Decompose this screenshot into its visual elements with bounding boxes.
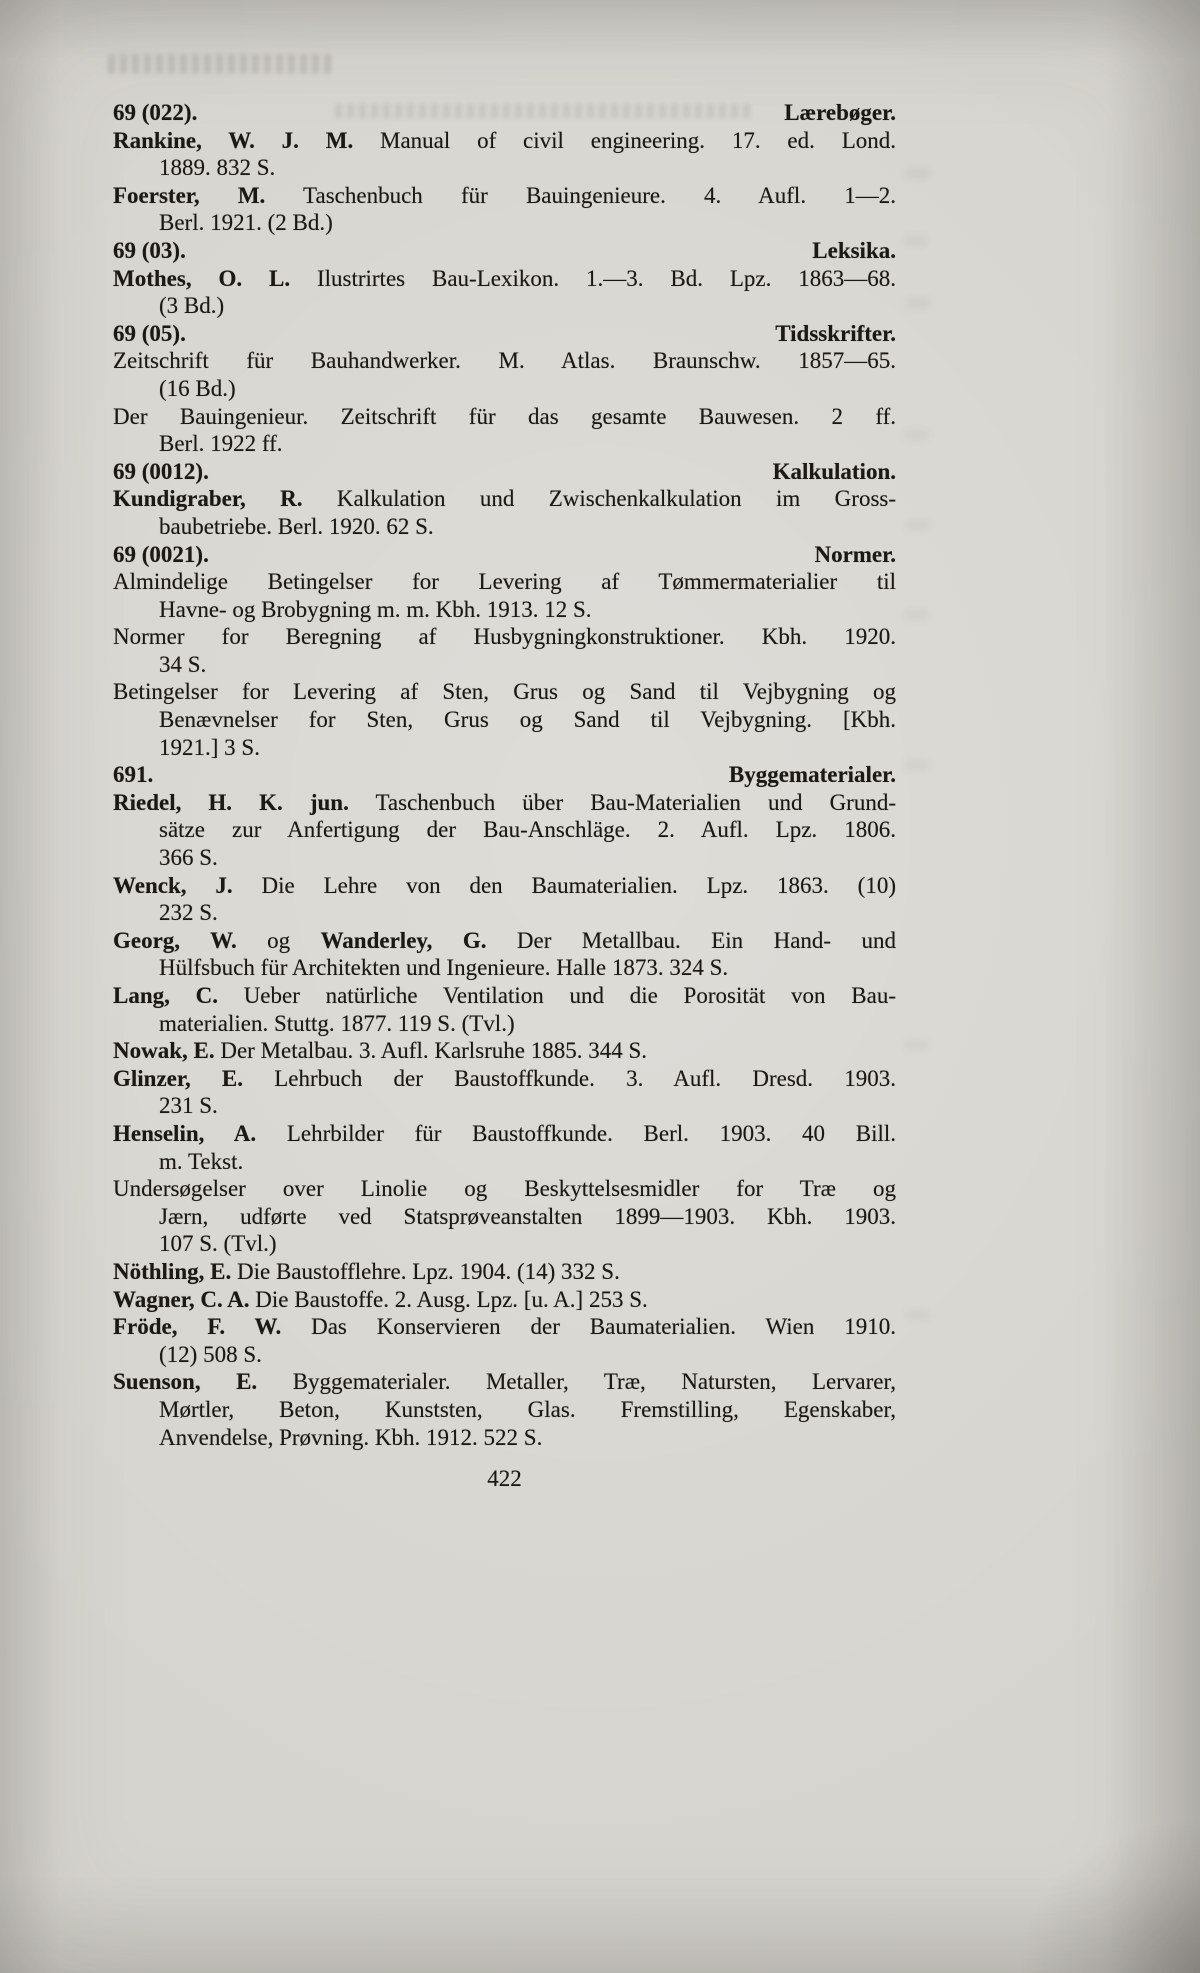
scan-artifact-margin-1 xyxy=(905,168,931,178)
entry-text: Taschenbuch für Bauingenieure. 4. Aufl. 1—2. xyxy=(265,182,897,208)
entry-line xyxy=(113,734,896,762)
scan-artifact-margin-5 xyxy=(906,520,930,530)
section-title: Leksika. xyxy=(812,237,896,263)
section-number: 691. xyxy=(113,762,154,788)
entry-text: Ueber natürliche Ventilation und die Porosität von Bau- xyxy=(217,983,896,1008)
entry-text: Der Metalbau. 3. Aufl. Karlsruhe 1885. 344 S. xyxy=(214,1038,648,1064)
entry-text: Die Lehre von den Baumaterialien. Lpz. 1863. (10) xyxy=(232,872,896,898)
section-title: Kalkulation. xyxy=(772,458,896,484)
author-name: Wagner, C. A. xyxy=(113,1286,250,1312)
bibliography-entry xyxy=(113,1258,896,1286)
bibliography-entry xyxy=(113,678,896,761)
entry-line xyxy=(113,292,896,320)
section-number: 69 (0021). xyxy=(113,541,209,567)
entry-text: (12) 508 S. xyxy=(159,1341,262,1367)
entry-text: Almindelige Betingelser for Levering af Tømmermaterialier til xyxy=(113,569,896,595)
entry-text: Betingelser for Levering af Sten, Grus og Sand til Vejbygning og xyxy=(113,679,896,705)
scan-artifact-margin-7 xyxy=(905,760,930,770)
entry-line xyxy=(113,265,896,293)
entry-text: Das Konservieren der Baumaterialien. Wien 1910. xyxy=(281,1314,897,1340)
section-title: Normer. xyxy=(814,541,896,567)
entry-line xyxy=(113,182,896,210)
entry-text: Die Baustofflehre. Lpz. 1904. (14) 332 S. xyxy=(231,1258,620,1284)
entry-line xyxy=(113,1175,896,1203)
entry-line xyxy=(113,844,896,872)
entry-line xyxy=(113,1230,896,1258)
entry-text: 107 S. (Tvl.) xyxy=(159,1231,277,1257)
section-title: Lærebøger. xyxy=(784,100,896,125)
bibliography-entry xyxy=(113,623,896,678)
bibliography-entry xyxy=(113,127,896,182)
entry-text: Ilustrirtes Bau-Lexikon. 1.—3. Bd. Lpz. 1863—68. xyxy=(290,265,896,291)
section-heading xyxy=(113,541,896,569)
entry-text: Die Baustoffe. 2. Ausg. Lpz. [u. A.] 253 S. xyxy=(249,1286,648,1312)
entry-line xyxy=(113,1092,896,1120)
scan-artifact-margin-3 xyxy=(906,298,931,308)
bibliography-entry xyxy=(113,1120,896,1175)
entry-text: 1889. 832 S. xyxy=(159,155,276,181)
author-name: Rankine, W. J. M. xyxy=(113,127,354,153)
entry-line xyxy=(113,899,896,927)
entry-line xyxy=(113,872,896,900)
scan-artifact-margin-2 xyxy=(903,236,927,246)
entry-line xyxy=(113,706,896,734)
entry-line xyxy=(113,375,896,403)
entry-line xyxy=(113,1010,896,1038)
entry-text: 232 S. xyxy=(159,900,218,926)
author-name: Lang, C. xyxy=(113,983,218,1008)
entry-text: Hülfsbuch für Architekten und Ingenieure. Halle 1873. 324 S. xyxy=(159,955,729,981)
entry-text: Berl. 1921. (2 Bd.) xyxy=(159,210,333,236)
text-block xyxy=(113,99,896,1451)
entry-text: sätze zur Anfertigung der Bau-Anschläge. 2. Aufl. Lpz. 1806. xyxy=(159,817,896,843)
entry-line xyxy=(113,154,896,182)
author-name: Suenson, E. xyxy=(113,1369,258,1395)
bibliography-entry xyxy=(113,982,896,1037)
entry-line xyxy=(113,1313,896,1341)
bibliography-entry xyxy=(113,1368,896,1451)
bibliography-entry xyxy=(113,568,896,623)
entry-line xyxy=(113,347,896,375)
entry-text: Der Metallbau. Ein Hand- und xyxy=(486,927,897,953)
section-number: 69 (03). xyxy=(113,237,186,263)
scan-artifact-margin-9 xyxy=(905,1310,930,1320)
entry-line xyxy=(113,651,896,679)
entry-text: Taschenbuch über Bau-Materialien und Grund- xyxy=(348,789,896,815)
bibliography-entry xyxy=(113,485,896,540)
entry-line xyxy=(113,209,896,237)
section-heading xyxy=(113,320,896,348)
bibliography-entry xyxy=(113,1313,896,1368)
author-name: Foerster, M. xyxy=(113,182,266,208)
author-name: Mothes, O. L. xyxy=(113,265,291,291)
author-name: Glinzer, E. xyxy=(113,1065,244,1091)
entry-text: Benævnelser for Sten, Grus og Sand til Vejbygning. [Kbh. xyxy=(159,707,896,733)
entry-text: materialien. Stuttg. 1877. 119 S. (Tvl.) xyxy=(159,1010,515,1036)
scan-artifact-bleed-top xyxy=(108,54,333,74)
entry-line xyxy=(113,816,896,844)
entry-line xyxy=(113,954,896,982)
entry-text: Der Bauingenieur. Zeitschrift für das gesamte Bauwesen. 2 ff. xyxy=(113,403,896,429)
author-name: Wenck, J. xyxy=(113,872,233,898)
entry-line xyxy=(113,1037,896,1065)
bibliography-entry xyxy=(113,182,896,237)
entry-line xyxy=(113,127,896,155)
section-heading xyxy=(113,99,896,127)
section-heading xyxy=(113,237,896,265)
section-title: Byggematerialer. xyxy=(728,762,896,788)
bibliography-entry xyxy=(113,347,896,402)
section-title: Tidsskrifter. xyxy=(775,320,896,346)
entry-line xyxy=(113,1258,896,1286)
entry-line xyxy=(113,485,896,513)
scan-artifact-margin-4 xyxy=(904,430,930,440)
entry-text: Lehrbilder für Baustoffkunde. Berl. 1903. 40 Bill. xyxy=(256,1120,896,1146)
section-number: 69 (05). xyxy=(113,320,186,346)
entry-line xyxy=(113,1396,896,1424)
entry-text: og xyxy=(236,927,321,953)
entry-line xyxy=(113,1065,896,1093)
author-name: Wanderley, G. xyxy=(320,927,487,953)
entry-text: (16 Bd.) xyxy=(159,375,236,401)
scan-corner-shadow xyxy=(940,1753,1200,1973)
entry-line xyxy=(113,1120,896,1148)
bibliography-entry xyxy=(113,1286,896,1314)
entry-line xyxy=(113,568,896,596)
entry-line xyxy=(113,623,896,651)
author-name: Riedel, H. K. jun. xyxy=(113,789,349,815)
entry-line xyxy=(113,1286,896,1314)
entry-text: Mørtler, Beton, Kunststen, Glas. Fremstilling, Egenskaber, xyxy=(159,1396,896,1422)
entry-text: Undersøgelser over Linolie og Beskyttelsesmidler for Træ og xyxy=(113,1176,896,1202)
entry-text: (3 Bd.) xyxy=(159,293,225,319)
entry-text: Kalkulation und Zwischenkalkulation im Gross- xyxy=(302,486,897,512)
entry-text: Berl. 1922 ff. xyxy=(159,431,283,457)
entry-line xyxy=(113,1424,896,1452)
entry-line xyxy=(113,403,896,431)
entry-line xyxy=(113,596,896,624)
author-name: Henselin, A. xyxy=(113,1120,257,1146)
section-number: 69 (0012). xyxy=(113,458,209,484)
page-number: 422 xyxy=(487,1466,522,1491)
entry-text: Havne- og Brobygning m. m. Kbh. 1913. 12 S. xyxy=(159,596,592,622)
scan-artifact-margin-6 xyxy=(904,610,929,620)
entry-text: 366 S. xyxy=(159,845,218,871)
entry-line xyxy=(113,1148,896,1176)
bibliography-entry xyxy=(113,789,896,872)
author-name: Kundigraber, R. xyxy=(113,486,303,512)
bibliography-entry xyxy=(113,927,896,982)
entry-text: 231 S. xyxy=(159,1093,218,1119)
entry-text: Byggematerialer. Metaller, Træ, Natursten, Lervarer, xyxy=(257,1369,896,1395)
scan-artifact-margin-8 xyxy=(904,1040,929,1050)
entry-line xyxy=(113,1341,896,1369)
entry-text: Jærn, udførte ved Statsprøveanstalten 1899—1903. Kbh. 1903. xyxy=(159,1203,896,1229)
entry-line xyxy=(113,1368,896,1396)
author-name: Nöthling, E. xyxy=(113,1258,232,1284)
entry-line xyxy=(113,1203,896,1231)
entry-line xyxy=(113,982,896,1010)
section-number: 69 (022). xyxy=(113,100,198,125)
entry-line xyxy=(113,513,896,541)
author-name: Fröde, F. W. xyxy=(113,1314,282,1340)
bibliography-entry xyxy=(113,403,896,458)
entry-text: m. Tekst. xyxy=(159,1148,244,1174)
entry-line xyxy=(113,789,896,817)
bibliography-entry xyxy=(113,265,896,320)
entry-text: Zeitschrift für Bauhandwerker. M. Atlas. Braunschw. 1857—65. xyxy=(113,348,896,374)
section-heading xyxy=(113,761,896,789)
entry-text: Normer for Beregning af Husbygningkonstruktioner. Kbh. 1920. xyxy=(113,624,896,650)
entry-text: Manual of civil engineering. 17. ed. Lond. xyxy=(353,127,896,153)
entry-text: Lehrbuch der Baustoffkunde. 3. Aufl. Dresd. 1903. xyxy=(243,1065,896,1091)
author-name: Nowak, E. xyxy=(113,1038,215,1064)
entry-line xyxy=(113,678,896,706)
bibliography-entry xyxy=(113,1037,896,1065)
entry-text: baubetriebe. Berl. 1920. 62 S. xyxy=(159,513,434,539)
bibliography-entry xyxy=(113,1175,896,1258)
author-name: Georg, W. xyxy=(113,927,237,953)
entry-text: Anvendelse, Prøvning. Kbh. 1912. 522 S. xyxy=(159,1424,543,1450)
entry-text: 34 S. xyxy=(159,651,207,677)
bibliography-entry xyxy=(113,1065,896,1120)
entry-line xyxy=(113,927,896,955)
section-heading xyxy=(113,458,896,486)
entry-text: 1921.] 3 S. xyxy=(159,734,260,760)
entry-line xyxy=(113,430,896,458)
bibliography-entry xyxy=(113,872,896,927)
